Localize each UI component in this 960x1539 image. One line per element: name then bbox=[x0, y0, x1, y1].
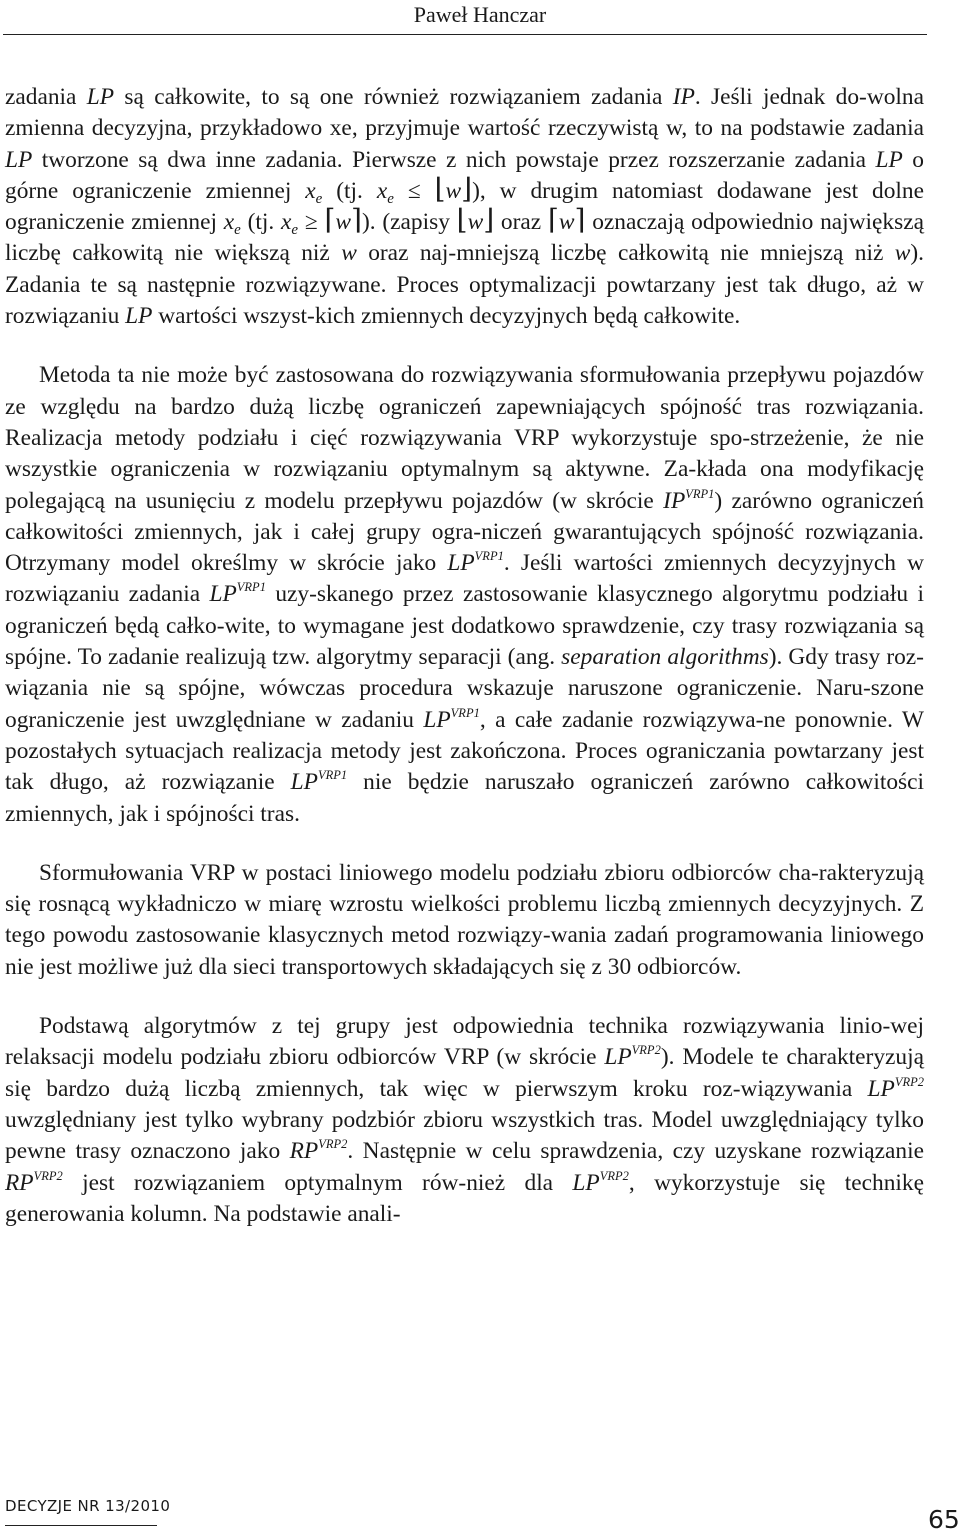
math-sup-vrp1: VRP1 bbox=[317, 768, 348, 783]
math-lp: LP bbox=[209, 581, 237, 608]
math-x: x bbox=[305, 177, 316, 204]
math-sup-vrp1: VRP1 bbox=[685, 486, 715, 501]
text: Podstawą algorytmów z tej grupy jest odpowiednia technika rozwiązywania linio-wej relaksacji modelu podziału zbioru odbiorców VRP (w skrócie bbox=[5, 1013, 924, 1071]
journal-footer: DECYZJE NR 13/2010 bbox=[5, 1497, 171, 1515]
math-lp: LP bbox=[604, 1044, 632, 1071]
text: są całkowite, to są one również rozwiązaniem zadania bbox=[114, 84, 673, 110]
math-sup-vrp2: VRP2 bbox=[318, 1137, 348, 1152]
math-w: w bbox=[558, 209, 575, 236]
text: ), w drugim natomiast dodawane jest dolne ograniczenie zmiennej bbox=[5, 177, 924, 236]
paragraph-1 bbox=[5, 82, 924, 332]
math-sup-vrp1: VRP1 bbox=[236, 580, 266, 595]
text: ). Zadania te są następnie rozwiązywane. Proces optymalizacji powtarzany jest tak długo, aż w rozwiązaniu bbox=[5, 240, 924, 330]
math-lp: LP bbox=[125, 303, 153, 330]
math-sup-vrp2: VRP2 bbox=[894, 1074, 924, 1089]
math-lp: LP bbox=[423, 706, 451, 733]
text: , to na podstawie zadania bbox=[681, 115, 924, 142]
text: oraz bbox=[494, 209, 548, 236]
math-sub-e: e bbox=[387, 190, 394, 207]
paragraph-2 bbox=[5, 360, 924, 829]
math-sup-vrp2: VRP2 bbox=[33, 1168, 63, 1183]
floor-left: ⌊ bbox=[434, 173, 446, 205]
math-ge: ≥ bbox=[298, 209, 325, 236]
text: jest rozwiązaniem optymalnym rów-nież dla bbox=[62, 1169, 573, 1196]
math-rp: RP bbox=[5, 1169, 34, 1196]
text: ). (zapisy bbox=[361, 209, 457, 236]
text: ) zarówno ograniczeń całkowitości zmiennych, jak i całej grupy ogra-niczeń gwarantujących spójność rozwiązania. Otrzymany model określmy w skrócie jako bbox=[5, 487, 924, 577]
text: o górne ograniczenie zmiennej bbox=[5, 146, 925, 204]
math-lp: LP bbox=[447, 550, 475, 577]
math-le: ≤ bbox=[393, 177, 435, 204]
text: oznaczają odpowiednio największą liczbę całkowitą nie większą niż bbox=[5, 209, 924, 267]
running-title: Paweł Hanczar bbox=[413, 2, 547, 27]
text: , przyjmuje wartość rzeczywistą bbox=[351, 115, 666, 142]
page-number: 65 bbox=[928, 1505, 960, 1534]
text: ). Gdy trasy roz-wiązania nie są spójne, wówczas procedura wskazuje naruszone ograniczenie. Naru-szone ograniczenie jest uwzględniane w zadaniu bbox=[5, 644, 924, 733]
text: uwzględniany jest tylko wybrany podzbiór zbioru wszystkich tras. Model uwzględniający tylko pewne trasy oznaczono jako bbox=[5, 1106, 924, 1165]
math-sub-e: e bbox=[315, 190, 323, 207]
text: zadania bbox=[5, 84, 87, 110]
math-sup-vrp2: VRP2 bbox=[631, 1043, 661, 1058]
text: oraz naj-mniejszą liczbę całkowitą nie mniejszą niż bbox=[356, 240, 895, 267]
ceil-left: ⌈ bbox=[324, 205, 336, 237]
math-sup-vrp1: VRP1 bbox=[474, 549, 504, 564]
text: ). Modele te charakteryzują się bardzo dużą liczbą zmiennych, tak więc w pierwszym kroku roz-wiązywania bbox=[5, 1044, 924, 1102]
math-ip: IP bbox=[672, 84, 695, 110]
ceil-right: ⌉ bbox=[351, 205, 362, 237]
math-lp: LP bbox=[875, 146, 903, 173]
floor-right: ⌋ bbox=[483, 205, 495, 237]
text: wartości wszyst-kich zmiennych decyzyjnych będą całkowite. bbox=[152, 303, 741, 330]
text: (tj. bbox=[322, 177, 377, 204]
floor-left: ⌊ bbox=[456, 205, 468, 237]
text: Sformułowania VRP w postaci liniowego modelu podziału zbioru odbiorców cha-rakteryzują się rosnącą wykładniczo w miarę wzrostu wielkości problemu liczbą zmiennych decyzyjnych. Z tego powodu zastosowanie klasycznych metod rozwiązy-wania zadań programowania liniowego nie jest możliwe już dla sieci transportowych składających się z 30 odbiorców. bbox=[5, 859, 924, 980]
math-lp: LP bbox=[290, 769, 318, 796]
math-w: w bbox=[341, 240, 357, 267]
paragraph-3 bbox=[5, 858, 924, 983]
text: , wykorzystuje się technikę generowania kolumn. Na podstawie anali- bbox=[5, 1169, 925, 1227]
math-x: x bbox=[281, 209, 292, 236]
math-x: x bbox=[223, 209, 235, 236]
paragraph-4 bbox=[5, 1011, 924, 1230]
math-w: w bbox=[665, 115, 682, 142]
ceil-left: ⌈ bbox=[547, 205, 559, 237]
math-w: w bbox=[894, 240, 911, 267]
text: . Następnie w celu sprawdzenia, czy uzyskane rozwiązanie bbox=[347, 1138, 925, 1165]
math-w: w bbox=[467, 209, 484, 236]
text: nie będzie naruszało ograniczeń zarówno całkowitości zmiennych, jak i spójności tras. bbox=[5, 769, 925, 827]
math-sup-vrp1: VRP1 bbox=[450, 705, 480, 720]
term-separation-algorithms: separation algorithms bbox=[561, 644, 769, 671]
text: uzy-skanego przez zastosowanie klasycznego algorytmu podziału i ograniczeń będą całko-wite, to wymagane jest dodatkowo sprawdzenie, czy trasy rozwiązania są spójne. To zadanie realizują tzw. algorytmy separacji (ang. bbox=[5, 581, 924, 671]
text: . Jeśli wartości zmiennych decyzyjnych w rozwiązaniu zadania bbox=[5, 550, 924, 608]
running-header bbox=[0, 0, 960, 34]
text: tworzone są dwa inne zadania. Pierwsze z nich powstaje przez rozszerzanie zadania bbox=[32, 146, 876, 173]
math-w: w bbox=[335, 209, 351, 236]
math-w: w bbox=[445, 177, 462, 204]
math-xe: xe bbox=[329, 115, 352, 142]
math-x: x bbox=[376, 177, 388, 204]
math-lp: LP bbox=[572, 1169, 600, 1196]
header-divider bbox=[3, 34, 927, 35]
text: Metoda ta nie może być zastosowana do rozwiązywania sformułowania przepływu pojazdów ze względu na bardzo dużą liczbę ograniczeń zapewniających spójność tras rozwiązania. Realizacja metody podziału i cięć rozwiązywania VRP wykorzystuje spo-strzeżenie, że nie wszystkie ograniczenia w rozwiązaniu optymalnym są aktywne. Za-kłada ona modyfikację polegającą na usunięciu z modelu przepływu pojazdów (w skrócie bbox=[5, 362, 924, 514]
math-sub-e: e bbox=[291, 222, 299, 239]
math-lp: LP bbox=[5, 146, 33, 173]
math-sub-e: e bbox=[234, 222, 241, 239]
math-sup-vrp2: VRP2 bbox=[599, 1168, 629, 1183]
math-lp: LP bbox=[86, 84, 115, 110]
text: (tj. bbox=[240, 209, 281, 236]
ceil-right: ⌉ bbox=[574, 205, 586, 237]
page-body bbox=[5, 82, 924, 1258]
math-lp: LP bbox=[867, 1075, 895, 1102]
footer-divider bbox=[5, 1525, 157, 1526]
floor-right: ⌋ bbox=[461, 173, 473, 205]
math-rp: RP bbox=[289, 1138, 319, 1165]
text: , a całe zadanie rozwiązywa-ne ponownie. W pozostałych sytuacjach realizacja metody jest zakończona. Proces ograniczania powtarzany jest tak długo, aż rozwiązanie bbox=[5, 706, 925, 796]
text: . Jeśli jednak do-wolna zmienna decyzyjna, przykładowo bbox=[5, 84, 925, 142]
math-ip: IP bbox=[663, 487, 686, 514]
